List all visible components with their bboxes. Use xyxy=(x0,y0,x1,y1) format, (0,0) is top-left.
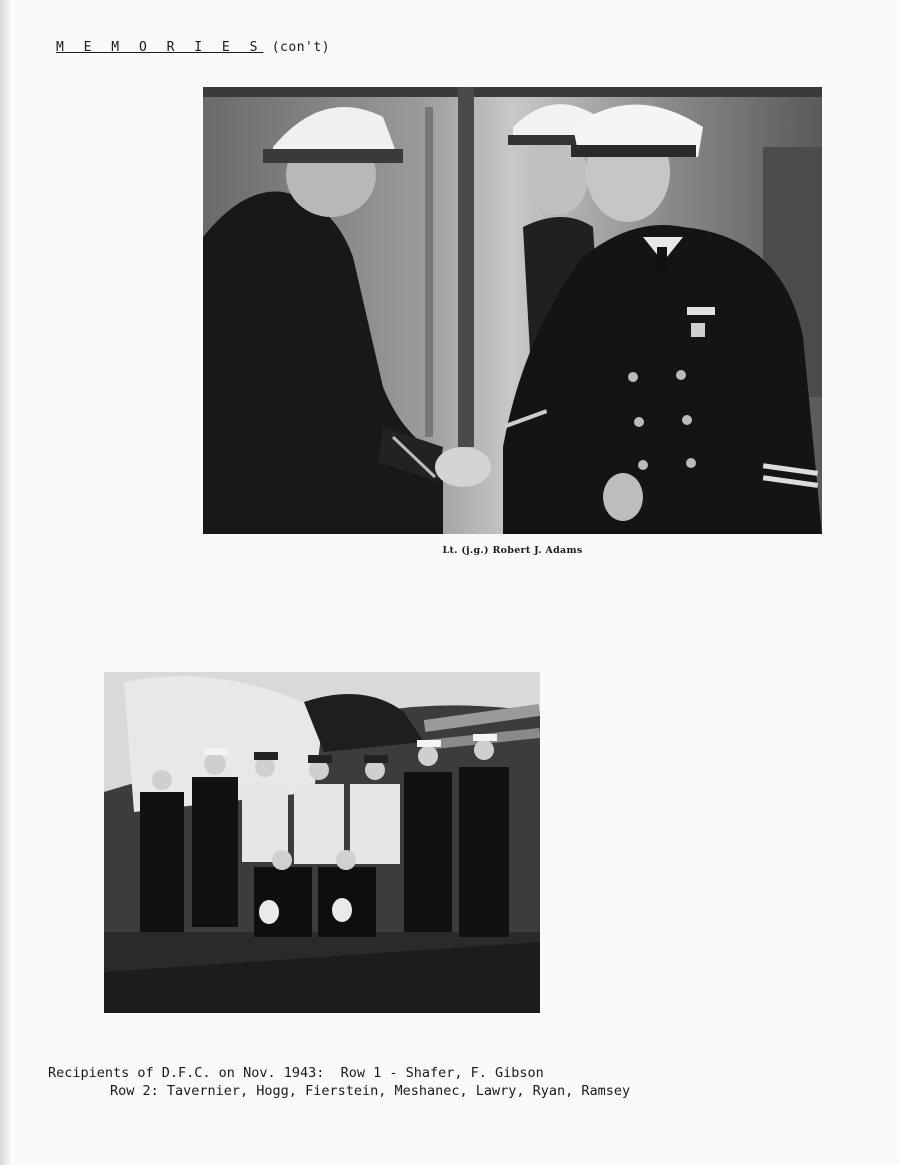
heading-title: M E M O R I E S xyxy=(56,40,264,55)
page-heading xyxy=(56,40,330,55)
photo2-caption xyxy=(48,1064,630,1100)
photo-handshake xyxy=(203,87,822,534)
page-edge xyxy=(0,0,10,1165)
photo2-caption-line2: Row 2: Tavernier, Hogg, Fierstein, Meshanec, Lawry, Ryan, Ramsey xyxy=(110,1083,631,1099)
heading-suffix: (con't) xyxy=(271,40,331,55)
photo2-caption-line1: Recipients of D.F.C. on Nov. 1943: Row 1 - Shafer, F. Gibson xyxy=(48,1065,544,1081)
photo1-caption: Lt. (j.g.) Robert J. Adams xyxy=(442,545,583,556)
photo-group-recipients xyxy=(104,672,540,1013)
